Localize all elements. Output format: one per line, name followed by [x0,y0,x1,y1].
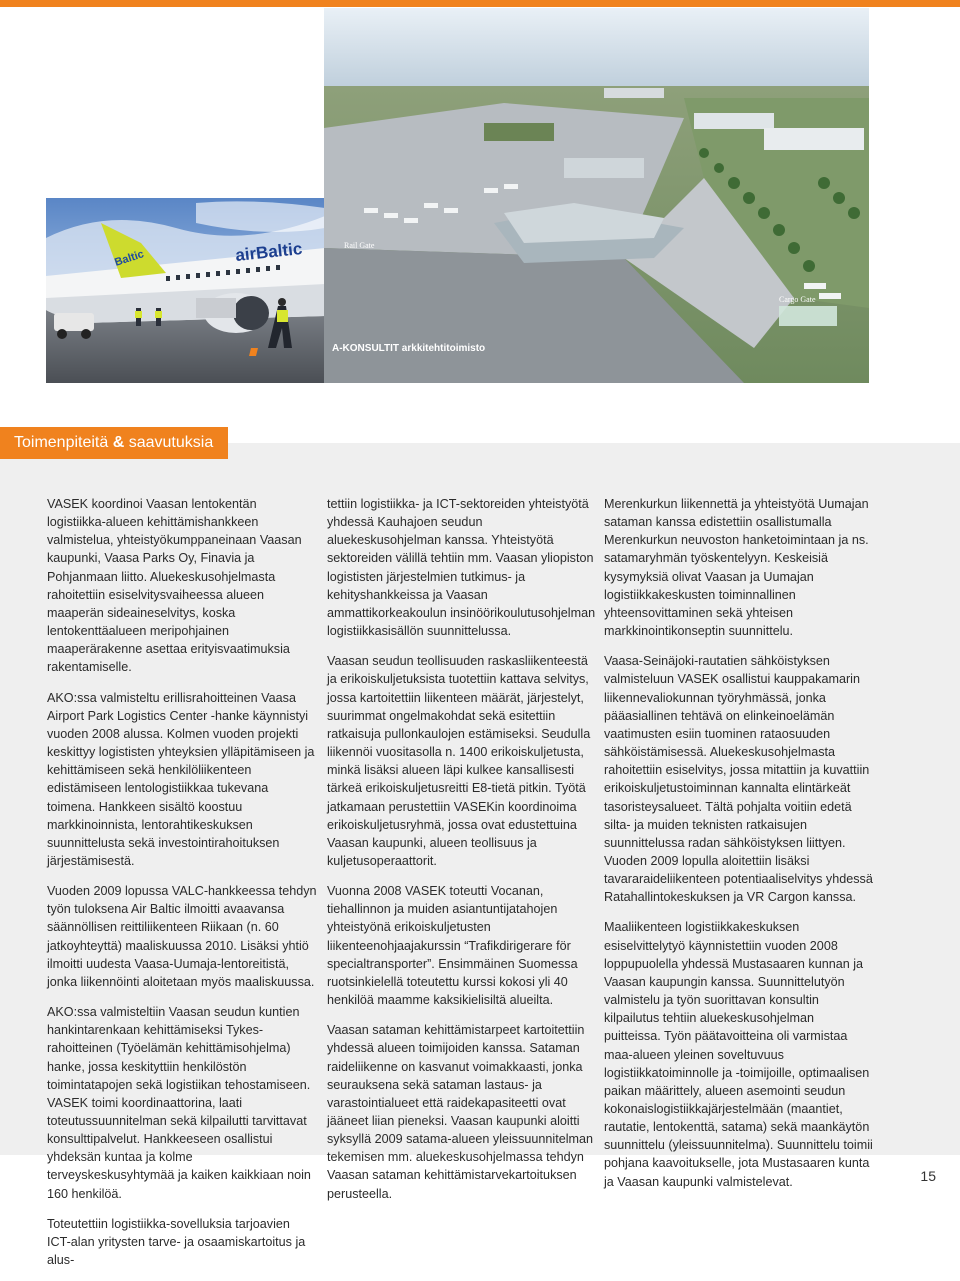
text-column-2 [327,495,597,1215]
cargo-gate-label: Cargo Gate [779,295,816,304]
page-number: 15 [920,1168,936,1184]
paragraph: Vaasan sataman kehittämistarpeet kartoitettiin yhdessä alueen toimijoiden kanssa. Sataman raideliikenne on kasvanut voimakkaasti, jonka seurauksena sekä sataman lastaus- ja varastointialueet että raidekapasiteetti ovat jääneet liian pieneksi. Vaasan kaupunki aloitti syksyllä 2009 satama-alueen yleissuunnitelman tekemisen mm. aluekeskusohjelmassa tehdyn Vaasan sataman kehittämistarvekartoituksen perusteella. [327,1023,594,1201]
text-column-1 [47,495,317,1281]
rendering-graphic [324,8,869,383]
paragraph: AKO:ssa valmisteltiin Vaasan seudun kuntien hankintarenkaan kehittämiseksi Tykes-rahoitteinen (Työelämän kehittämisohjelma) hanke, jossa keskityttiin henkilöstön toimintatapojen sekä logistiikan tehostamiseen. VASEK toimi koordinaattorina, laati toteutussuunnitelman sekä kilpailutti tarvittavat konsulttipalvelut. Hankkeeseen osallistui yhdeksän kuntaa ja kolme terveyskeskusyhtymää ja kaiken kaikkiaan noin 160 henkilöä. [47,1005,311,1201]
airplane-photo [46,198,325,383]
paragraph: Vuoden 2009 lopussa VALC-hankkeessa tehdyn työn tuloksena Air Baltic ilmoitti avaavansa säännöllisen reittiliikenteen Riikaan (n. 60 jatkoyhteyttä) maaliskuussa 2010. Lisäksi yhtiö ilmoitti uudesta Vaasa-Uumaja-lentoreitistä, jonka liikennöinti aloitetaan myös maaliskuussa. [47,884,317,989]
airplane-photo-graphic [46,198,325,383]
top-accent-bar [0,0,960,7]
airline-logo-text: airBaltic [234,239,304,265]
text-column-3 [604,495,874,1203]
section-title-amp: & [112,434,125,451]
section-title-end: saavutuksia [124,434,214,451]
section-title [0,427,228,459]
paragraph: Maaliikenteen logistiikkakeskuksen esiselvittelytyö käynnistettiin vuoden 2008 loppupuolella yhdessä Mustasaaren kunnan ja Vaasan kaupungin kanssa. Suunnittelutyön valmistelu ja työn suorittavan konsultin kilpailutus tehtiin aluekeskusohjelman puitteissa. Työn päätavoitteina oli varmistaa maa-alueen yleinen soveltuvuus logistiikkatoiminnolle ja -toimijoille, optimaalisen paikan määrittely, alueen asemointi seudun kokonaislogistiikkajärjestelmään (maantiet, rautatie, lentokenttä, satama) sekä maankäytön suunnittelu (yleissuunnitelma). Suunnittelu toimii pohjana kaavoitukselle, jota Mustasaaren kunta ja Vaasan kaupunki valmistelevat. [604,920,873,1189]
paragraph: Toteutettiin logistiikka-sovelluksia tarjoavien ICT-alan yritysten tarve- ja osaamiskartoitus ja alus- [47,1216,306,1268]
rail-gate-label: Rail Gate [344,241,375,250]
tail-logo-text: Baltic [113,248,146,269]
paragraph: Vaasa-Seinäjoki-rautatien sähköistyksen valmisteluun VASEK osallistui kauppakamarin liikennevaliokunnan työryhmässä, jonka pääasiallinen tehtävä on elinkeinoelämän vaatimusten esiin tuominen rataosuuden sähköistämisessä. Aluekeskusohjelmasta rahoitettiin esiselvitys, jossa mitattiin ja kuvattiin erikoiskuljetustoiminnan kannalta elintärkeät tasoristeysalueet. Tältä pohjalta voitiin edetä silta- ja muiden teknisten ratkaisujen suunnittelussa radan sähköistyksen liittyen. Vuoden 2009 lopulla aloitettiin lisäksi tavararaideliikenteen potentiaaliselvitys yhdessä Ratahallintokeskuksen ja VR Cargon kanssa. [604,654,873,905]
paragraph: Merenkurkun liikennettä ja yhteistyötä Uumajan sataman kanssa edistettiin osallistumalla Merenkurkun neuvoston hanketoimintaan ja ns. satamaryhmän työskentelyyn. Keskeisiä kysymyksiä olivat Vaasan ja Uumajan logistiikkakeskusten toiminnallinen yhteensovittaminen sekä yhteisen markkinointikonseptin suunnittelu. [604,497,869,639]
paragraph: AKO:ssa valmisteltu erillisrahoitteinen Vaasa Airport Park Logistics Center -hanke käynnistyi vuoden 2008 alussa. Kolmen vuoden projekti keskittyy logististen yhteyksien ylläpitämiseen ja kehittämiseen sekä henkilöliikenteen edistämiseen lentologistiikkaa tukevana toimena. Hankkeen sisältö koostuu markkinoinnista, lentorahtikeskuksen suunnittelusta sekä investointirahoituksen järjestämisestä. [47,690,315,868]
paragraph: VASEK koordinoi Vaasan lentokentän logistiikka-alueen kehittämishankkeen valmistelua, yhteistyökumppaneinaan Vaasan kaupunki, Vaasa Parks Oy, Finavia ja Pohjanmaan liitto. Aluekeskusohjelmasta rahoitettiin esiselvitysvaiheessa alueen maaperän sideaineselvitys, koska lentokenttäalueen meripohjainen maaperärakenne asettaa erityisvaatimuksia rakentamiselle. [47,497,302,675]
section-title-main: Toimenpiteitä [14,434,113,451]
paragraph: Vuonna 2008 VASEK toteutti Vocanan, tiehallinnon ja muiden asiantuntijatahojen yhteistyönä erikoiskuljetusten liikenteenohjaajakurssin “Trafikdirigerare för specialtransporter”. Ensimmäinen Suomessa ruotsinkielellä toteutettu kurssi kokosi yli 40 henkilöä maamme kaksikielisiltä alueilta. [327,884,578,1008]
paragraph: Vaasan seudun teollisuuden raskasliikenteestä ja erikoiskuljetuksista tuotettiin kattava selvitys, jossa kartoitettiin liikenteen määrät, järjestelyt, suurimmat ongelmakohdat sekä esitettiin ratkaisuja pullonkaulojen estämiseksi. Seudulla liikennöi vuositasolla n. 1400 erikoiskuljetusta, minkä lisäksi alueen läpi kulkee kansallisesti tärkeä erikoiskuljetusreitti E8-tietä pitkin. Työtä jatkamaan perustettiin VASEKin koordinoima erikoiskuljetusryhmä, jossa ovat edustettuina Vaasan kaupunki, alueen teollisuus ja kuljetusoperaattorit. [327,654,591,868]
rendering-watermark: A-KONSULTIT arkkitehtitoimisto [332,343,486,354]
airport-logistics-rendering [324,8,869,383]
paragraph: tettiin logistiikka- ja ICT-sektoreiden yhteistyötä yhdessä Kauhajoen seudun aluekeskusohjelman kanssa. Yhteistyötä sektoreiden välillä tehtiin mm. Vaasan yliopiston logististen järjestelmien tutkimus- ja kehityshankkeissa ja Vaasan ammattikorkeakoulun insinöörikoulutusohjelman logistiikkasisällön suunnittelussa. [327,497,596,639]
